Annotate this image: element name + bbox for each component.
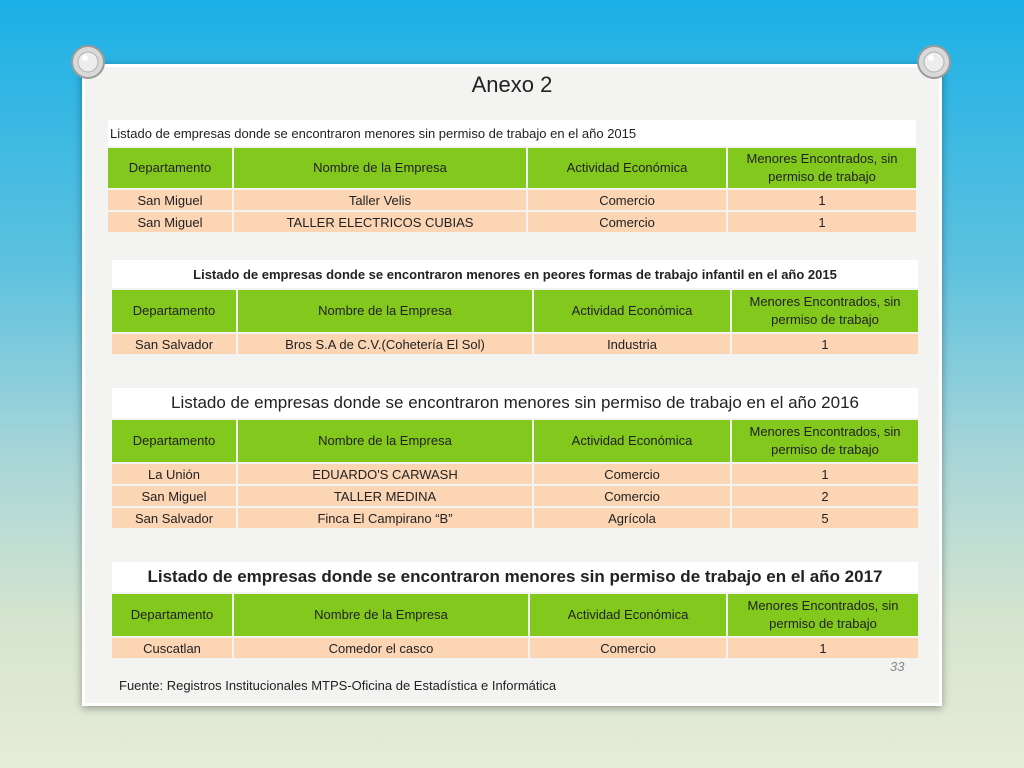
header-menores: Menores Encontrados, sin permiso de trabajo [728,594,918,636]
cell-actividad: Comercio [528,212,726,232]
header-actividad: Actividad Económica [534,290,730,332]
table-row [108,190,916,210]
table-caption: Listado de empresas donde se encontraron menores sin permiso de trabajo en el año 2016 [112,388,918,418]
table-caption: Listado de empresas donde se encontraron menores sin permiso de trabajo en el año 2015 [108,120,916,146]
cell-departamento: San Salvador [112,334,236,354]
header-actividad: Actividad Económica [534,420,730,462]
header-empresa: Nombre de la Empresa [238,290,532,332]
cell-actividad: Agrícola [534,508,730,528]
cell-empresa: Finca El Campirano “B” [238,508,532,528]
table-row [112,508,918,528]
header-departamento: Departamento [112,420,236,462]
cell-empresa: Comedor el casco [234,638,528,658]
header-menores: Menores Encontrados, sin permiso de trabajo [732,420,918,462]
header-departamento: Departamento [112,290,236,332]
cell-departamento: San Miguel [112,486,236,506]
table-2015-sin-permiso [106,118,918,234]
cell-actividad: Comercio [534,464,730,484]
cell-empresa: Bros S.A de C.V.(Cohetería El Sol) [238,334,532,354]
cell-departamento: San Miguel [108,190,232,210]
cell-actividad: Industria [534,334,730,354]
cell-menores: 5 [732,508,918,528]
table-row [112,464,918,484]
cell-menores: 1 [728,638,918,658]
cell-actividad: Comercio [530,638,726,658]
header-empresa: Nombre de la Empresa [234,594,528,636]
cell-actividad: Comercio [528,190,726,210]
table-2017-sin-permiso [110,560,920,660]
table-row [112,334,918,354]
cell-departamento: Cuscatlan [112,638,232,658]
cell-departamento: San Salvador [112,508,236,528]
cell-empresa: TALLER MEDINA [238,486,532,506]
table-2016-sin-permiso [110,386,920,530]
table-2015-peores-formas [110,258,920,356]
cell-empresa: TALLER ELECTRICOS CUBIAS [234,212,526,232]
header-menores: Menores Encontrados, sin permiso de trabajo [732,290,918,332]
source-note: Fuente: Registros Institucionales MTPS-Oficina de Estadística e Informática [119,678,557,693]
cell-empresa: EDUARDO'S CARWASH [238,464,532,484]
table-row [112,638,918,658]
table-row [108,212,916,232]
cell-menores: 1 [732,334,918,354]
table-caption: Listado de empresas donde se encontraron menores en peores formas de trabajo infantil en el año 2015 [112,260,918,288]
cell-departamento: La Unión [112,464,236,484]
cell-menores: 1 [732,464,918,484]
table-caption: Listado de empresas donde se encontraron menores sin permiso de trabajo en el año 2017 [112,562,918,592]
cell-menores: 1 [728,190,916,210]
cell-empresa: Taller Velis [234,190,526,210]
header-actividad: Actividad Económica [530,594,726,636]
header-empresa: Nombre de la Empresa [234,148,526,188]
header-empresa: Nombre de la Empresa [238,420,532,462]
cell-actividad: Comercio [534,486,730,506]
page-number: 33 [890,659,905,674]
header-departamento: Departamento [108,148,232,188]
slide-title: Anexo 2 [471,72,553,97]
header-departamento: Departamento [112,594,232,636]
cell-menores: 1 [728,212,916,232]
table-row [112,486,918,506]
cell-departamento: San Miguel [108,212,232,232]
cell-menores: 2 [732,486,918,506]
header-menores: Menores Encontrados, sin permiso de trabajo [728,148,916,188]
header-actividad: Actividad Económica [528,148,726,188]
